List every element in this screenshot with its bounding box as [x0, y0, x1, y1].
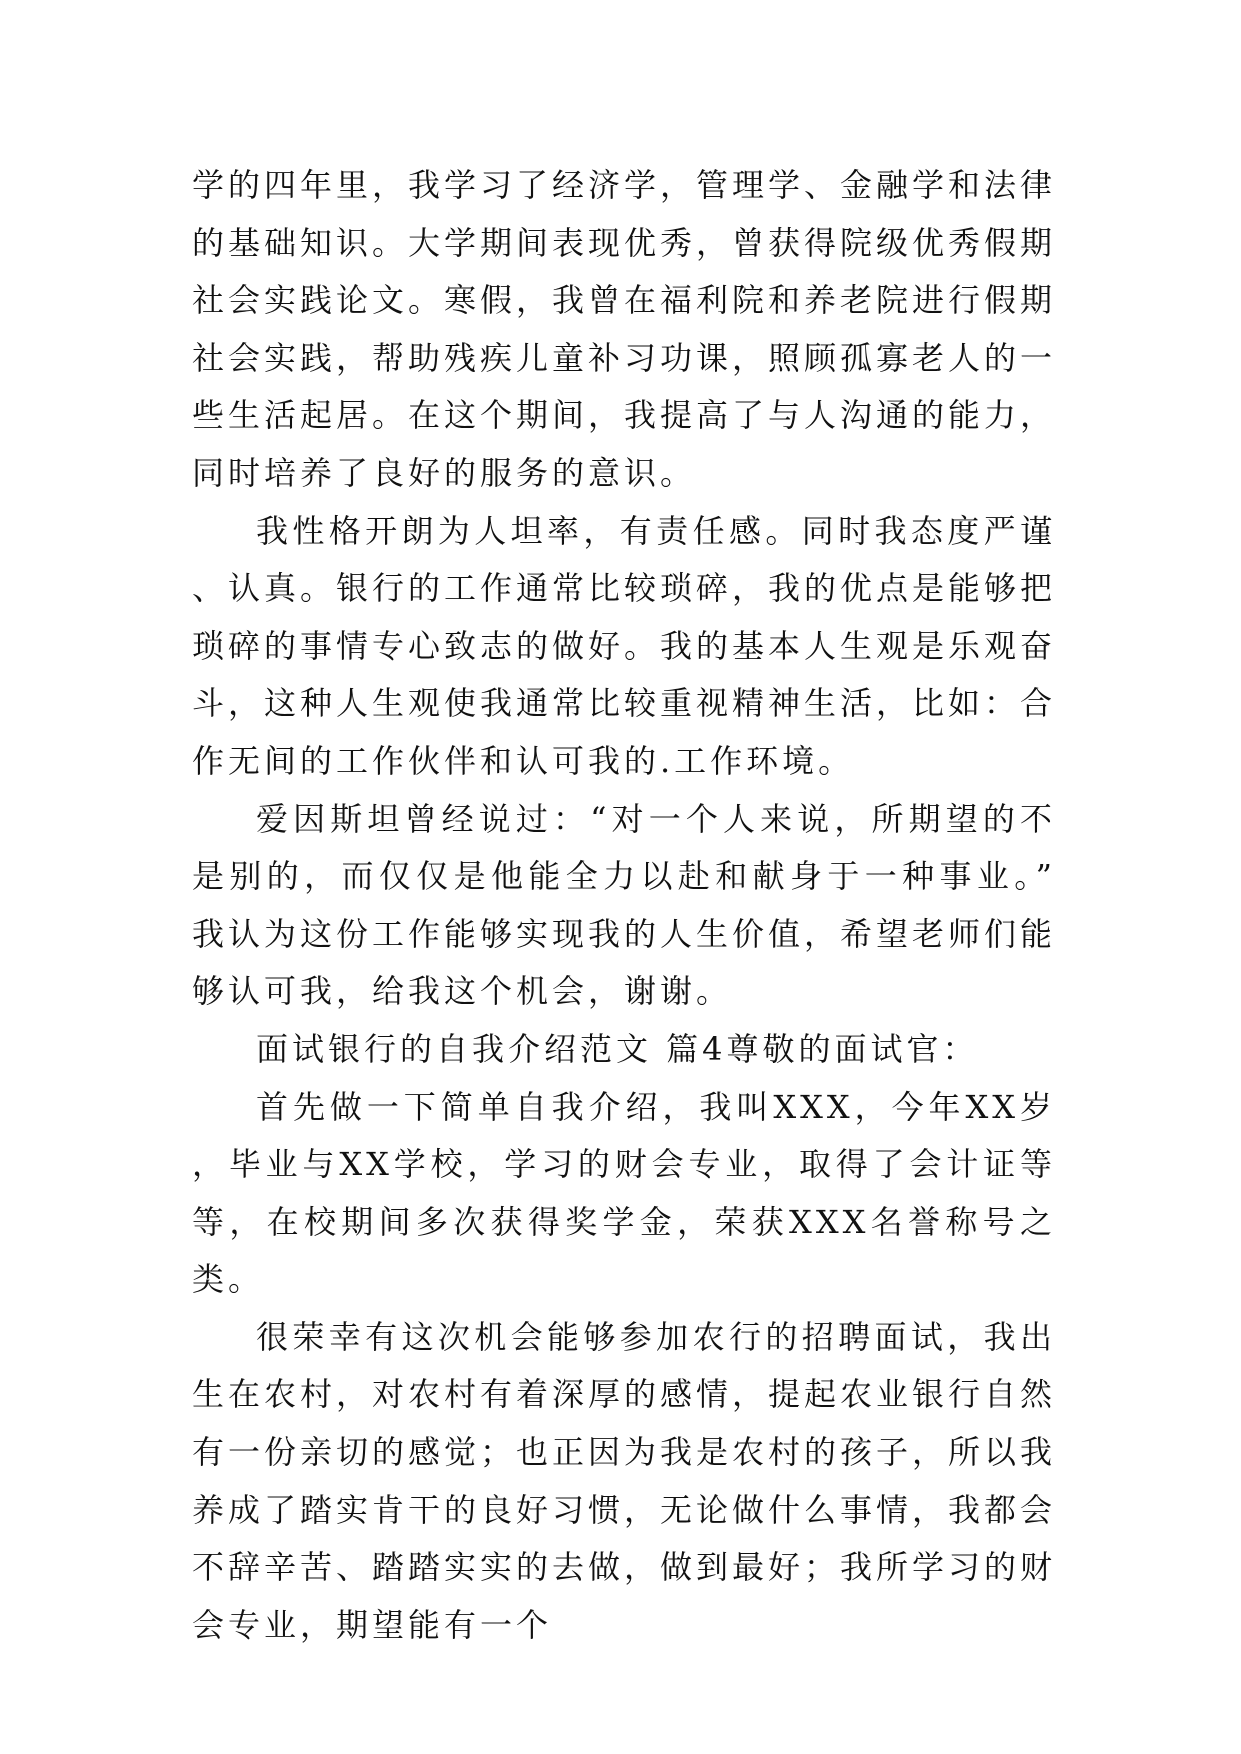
paragraph-3: 爱因斯坦曾经说过：“对一个人来说，所期望的不是别的，而仅仅是他能全力以赴和献身于一种事业。”我认为这份工作能够实现我的人生价值，希望老师们能够认可我，给我这个机会，谢谢。 — [192, 799, 1057, 1011]
paragraph-1: 学的四年里，我学习了经济学，管理学、金融学和法律的基础知识。大学期间表现优秀，曾获得院级优秀假期社会实践论文。寒假，我曾在福利院和养老院进行假期社会实践，帮助残疾儿童补习功课，照顾孤寡老人的一些生活起居。在这个期间，我提高了与人沟通的能力，同时培养了良好的服务的意识。 — [192, 166, 1057, 492]
paragraph-6: 很荣幸有这次机会能够参加农行的招聘面试，我出生在农村，对农村有着深厚的感情，提起农业银行自然有一份亲切的感觉；也正因为我是农村的孩子，所以我养成了踏实肯干的良好习惯，无论做什么事情，我都会不辞辛苦、踏踏实实的去做，做到最好；我所学习的财会专业，期望能有一个 — [192, 1317, 1057, 1644]
paragraph-2: 我性格开朗为人坦率，有责任感。同时我态度严谨、认真。银行的工作通常比较琐碎，我的优点是能够把琐碎的事情专心致志的做好。我的基本人生观是乐观奋斗，这种人生观使我通常比较重视精神生活，比如：合作无间的工作伙伴和认可我的.工作环境。 — [192, 511, 1057, 780]
paragraph-5: 首先做一下简单自我介绍，我叫XXX，今年XX岁，毕业与XX学校，学习的财会专业，取得了会计证等等，在校期间多次获得奖学金，荣获XXX名誉称号之类。 — [192, 1087, 1056, 1299]
section-heading: 面试银行的自我介绍范文 篇4尊敬的面试官： — [256, 1029, 979, 1068]
document-body — [192, 157, 1056, 1654]
